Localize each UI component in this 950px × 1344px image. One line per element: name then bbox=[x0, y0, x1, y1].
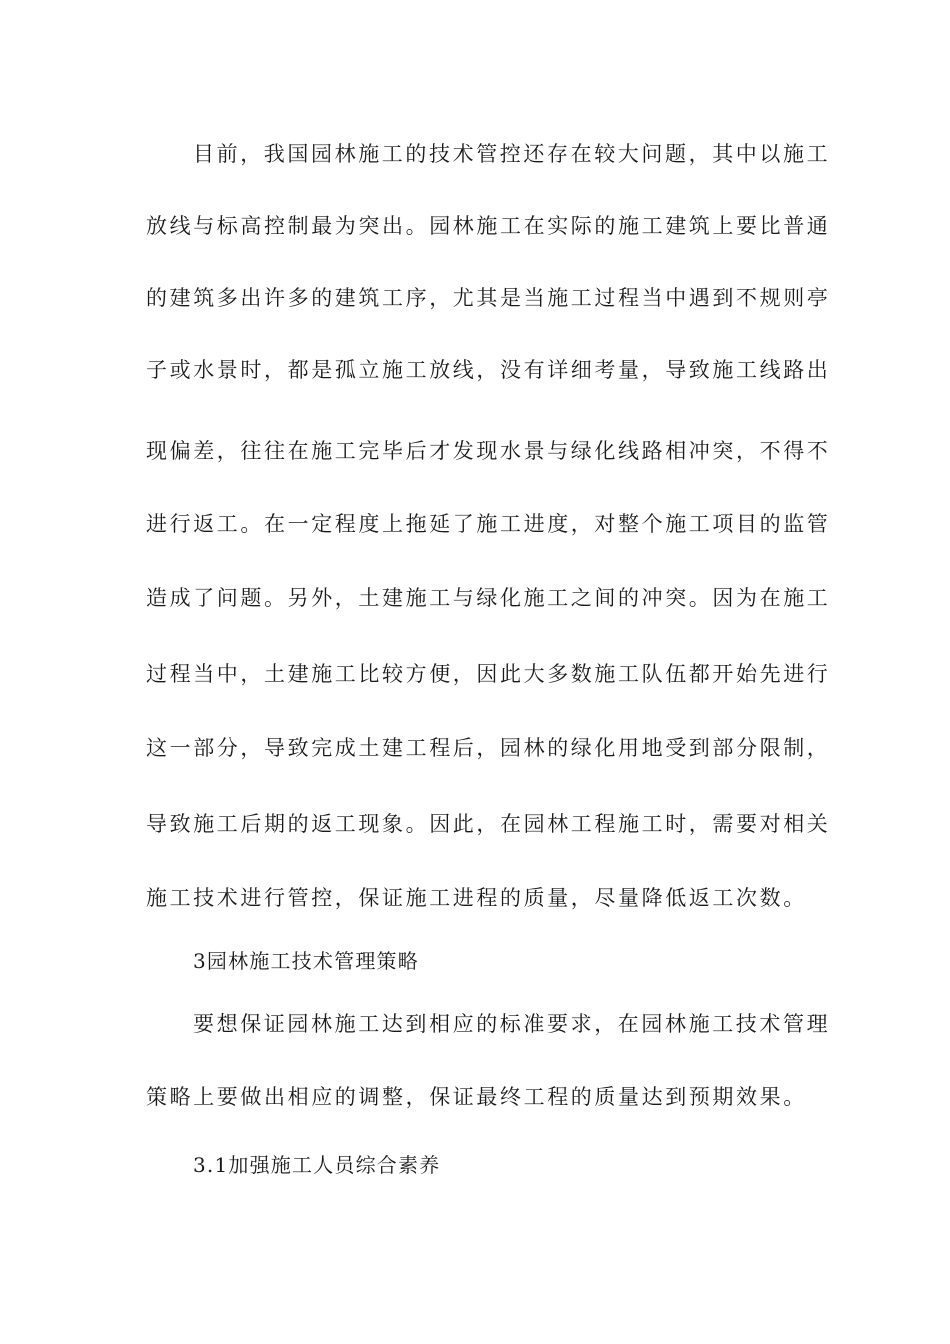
paragraph-1-line-8: 过程当中，土建施工比较方便，因此大多数施工队伍都开始先进行 bbox=[146, 662, 831, 686]
paragraph-1-line-5: 现偏差，往往在施工完毕后才发现水景与绿化线路相冲突，不得不 bbox=[146, 439, 831, 463]
paragraph-1-line-1: 目前，我国园林施工的技术管控还存在较大问题，其中以施工 bbox=[193, 142, 831, 166]
paragraph-1-line-7: 造成了问题。另外，土建施工与绿化施工之间的冲突。因为在施工 bbox=[146, 586, 831, 610]
paragraph-1-line-4: 子或水景时，都是孤立施工放线，没有详细考量，导致施工线路出 bbox=[146, 358, 831, 382]
paragraph-1-line-10: 导致施工后期的返工现象。因此，在园林工程施工时，需要对相关 bbox=[146, 812, 831, 836]
section-3-heading: 3园林施工技术管理策略 bbox=[193, 949, 419, 973]
section-3-1-heading: 3.1加强施工人员综合素养 bbox=[193, 1153, 441, 1177]
paragraph-2-line-1: 要想保证园林施工达到相应的标准要求，在园林施工技术管理 bbox=[193, 1012, 831, 1036]
paragraph-1-line-6: 进行返工。在一定程度上拖延了施工进度，对整个施工项目的监管 bbox=[146, 512, 831, 536]
paragraph-1-line-11: 施工技术进行管控，保证施工进程的质量，尽量降低返工次数。 bbox=[146, 886, 807, 910]
paragraph-1-line-9: 这一部分，导致完成土建工程后，园林的绿化用地受到部分限制， bbox=[146, 736, 831, 760]
paragraph-1-line-3: 的建筑多出许多的建筑工序，尤其是当施工过程当中遇到不规则亭 bbox=[146, 286, 831, 310]
paragraph-1-line-2: 放线与标高控制最为突出。园林施工在实际的施工建筑上要比普通 bbox=[146, 214, 831, 238]
paragraph-2-line-2: 策略上要做出相应的调整，保证最终工程的质量达到预期效果。 bbox=[146, 1085, 807, 1109]
